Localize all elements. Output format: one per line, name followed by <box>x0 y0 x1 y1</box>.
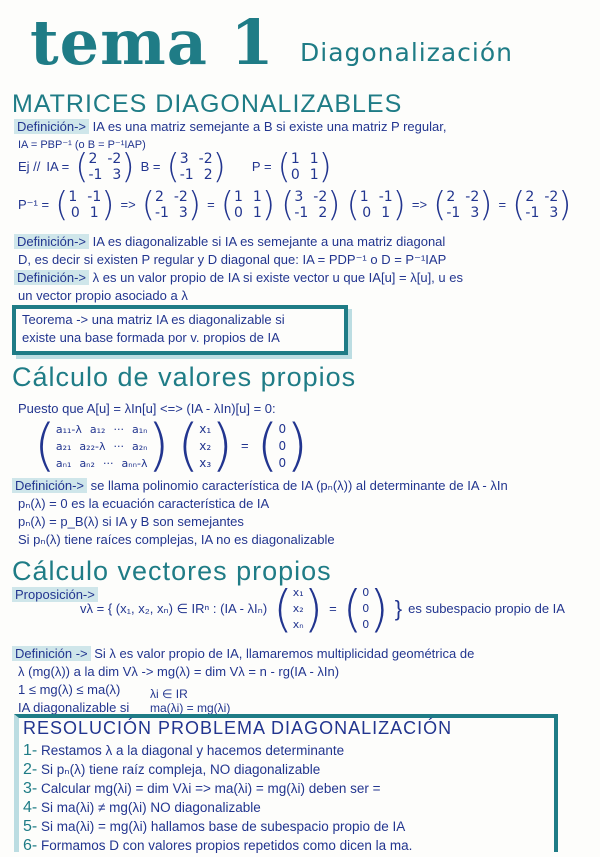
equals-sign: = <box>241 438 249 453</box>
eigenspace-tail: es subespacio propio de IA <box>408 601 565 616</box>
step-item: 1- Restamos λ a la diagonal y hacemos determinante <box>23 742 345 759</box>
matrix-chain-3: ( 1 1 0 1 ) <box>220 185 276 225</box>
complex-roots-note: Si pₙ(λ) tiene raíces complejas, IA no es diagonalizable <box>18 532 335 547</box>
resolution-box <box>14 714 558 852</box>
conditions <box>150 687 230 715</box>
matrix-chain-6: ( 2 -2 -1 3 ) <box>433 185 493 225</box>
multiplicity-inequality: 1 ≤ mg(λ) ≤ ma(λ) <box>18 682 121 697</box>
matrix-chain-7: ( 2 -2 -1 3 ) <box>512 185 572 225</box>
pinv-label: P⁻¹ = <box>18 197 50 212</box>
pinv-chain <box>18 185 572 225</box>
proposition-label: Proposición-> <box>12 587 98 602</box>
definition-label: Definición-> <box>14 119 89 134</box>
equals-sign: = <box>207 197 215 212</box>
step-item: 5- Si ma(λi) = mg(λi) hallamos base de subespacio propio de IA <box>23 818 406 835</box>
definition-text: IA es diagonalizable si IA es semejante a una matriz diagonal <box>92 234 446 249</box>
definition-1 <box>14 118 446 136</box>
eigenspace-expression: vλ = { (x₁, x₂, xₙ) ∈ IRⁿ : (IA - λIₙ) <box>80 601 268 616</box>
definition-geometric-cont: λ (mg(λ)) a la dim Vλ -> mg(λ) = dim Vλ = n - rg(IA - λIn) <box>18 664 340 679</box>
matrix-a: ( 2 -2 -1 3 ) <box>75 147 135 187</box>
definition-text: IA es una matriz semejante a B si existe una matriz P regular, <box>92 119 447 134</box>
eigen-intro: Puesto que A[u] = λIn[u] <=> (IA - λIn)[u] = 0: <box>18 401 276 416</box>
matrix-a-label: IA = <box>46 159 70 174</box>
definition-label: Definición-> <box>14 234 89 249</box>
matrix-p: ( 1 1 0 1 ) <box>277 147 332 187</box>
definition-label: Definición -> <box>12 646 91 661</box>
zero-vector: ( 0 0 0 ) <box>342 580 389 638</box>
matrix-b-label: B = <box>140 159 161 174</box>
x-vector: ( x₁ x₂ x₃ ) <box>177 413 234 478</box>
big-matrix: ( a₁₁-λ a₁₂ ··· a₁ₙ a₂₁ a₂₂-λ ··· a₂ₙ aₙ₁ aₙ₂ ··· aₙₙ-λ ) <box>34 413 170 478</box>
definition-text: Si λ es valor propio de IA, llamaremos multiplicidad geométrica de <box>94 646 475 661</box>
definition-2-cont: D, es decir si existen P regular y D diagonal que: IA = PDP⁻¹ o D = P⁻¹IAP <box>18 252 447 267</box>
step-item: 6- Formamos D con valores propios repetidos como dicen la ma. <box>23 837 413 854</box>
resolution-steps <box>19 739 554 857</box>
step-item: 2- Si pₙ(λ) tiene raíz compleja, NO diagonalizable <box>23 761 321 778</box>
equals-sign: = <box>329 601 337 616</box>
matrix-chain-5: ( 1 -1 0 1 ) <box>346 185 406 225</box>
theorem-line-1: Teorema -> una matriz IA es diagonalizable si <box>22 312 285 327</box>
eigenspace-definition: vλ = { (x₁, x₂, xₙ) ∈ IRⁿ : (IA - λIₙ) ( x₁ x₂ xₙ ) = ( 0 0 0 ) } es subespacio propio de IA <box>80 580 565 638</box>
definition-label: Definición-> <box>14 270 89 285</box>
matrix-chain-4: ( 3 -2 -1 2 ) <box>281 185 341 225</box>
matrix-pinv: ( 1 -1 0 1 ) <box>55 185 115 225</box>
definition-3 <box>14 269 463 287</box>
matrix-p-label: P = <box>251 159 272 174</box>
matrix-b: ( 3 -2 -1 2 ) <box>166 147 226 187</box>
implies-arrow: => <box>411 197 428 212</box>
definition-geometric-mult <box>12 645 474 663</box>
characteristic-equation: pₙ(λ) = 0 es la ecuación característica de IA <box>18 496 270 511</box>
condition-real: λi ∈ IR <box>150 687 188 701</box>
section-heading-valores: Cálculo de valores propios <box>12 362 357 392</box>
example-row <box>18 147 332 187</box>
step-item: 4- Si ma(λi) ≠ mg(λi) NO diagonalizable <box>23 799 261 816</box>
definition-label: Definición-> <box>12 478 87 493</box>
implies-arrow: => <box>120 197 136 212</box>
equals-sign: = <box>498 197 507 212</box>
theorem-line-2: existe una base formada por v. propios de IA <box>22 330 280 345</box>
condition-prefix: IA diagonalizable si <box>18 700 130 715</box>
x-vector: ( x₁ x₂ xₙ ) <box>273 580 324 638</box>
definition-text: λ es un valor propio de IA si existe vector u que IA[u] = λ[u], u es <box>92 270 463 285</box>
page-subtitle: Diagonalización <box>300 38 514 67</box>
section-heading-vectores: Cálculo vectores propios <box>12 556 332 586</box>
zero-vector: ( 0 0 0 ) <box>256 413 308 478</box>
definition-3-cont: un vector propio asociado a λ <box>18 288 188 303</box>
section-heading-matrices: MATRICES DIAGONALIZABLES <box>12 90 403 118</box>
example-label: Ej // <box>18 159 41 174</box>
definition-2 <box>14 233 445 251</box>
step-item: 3- Calcular mg(λi) = dim Vλi => ma(λi) = mg(λi) deben ser = <box>23 780 381 797</box>
similar-polynomial: pₙ(λ) = p_B(λ) si IA y B son semejantes <box>18 514 244 529</box>
characteristic-system <box>34 413 308 478</box>
definition-text: se llama polinomio característica de IA (pₙ(λ)) al determinante de IA - λIn <box>90 478 508 493</box>
condition-multiplicity: ma(λi) = mg(λi) <box>150 701 231 715</box>
definition-polynomial <box>12 477 508 495</box>
theorem-box <box>12 305 348 355</box>
matrix-chain-2: ( 2 -2 -1 3 ) <box>141 185 202 225</box>
page-title: tema 1 <box>30 6 275 79</box>
definition-formula: IA = PBP⁻¹ (o B = P⁻¹IAP) <box>18 139 146 151</box>
resolution-heading: RESOLUCIÓN PROBLEMA DIAGONALIZACIÓN <box>23 718 453 738</box>
